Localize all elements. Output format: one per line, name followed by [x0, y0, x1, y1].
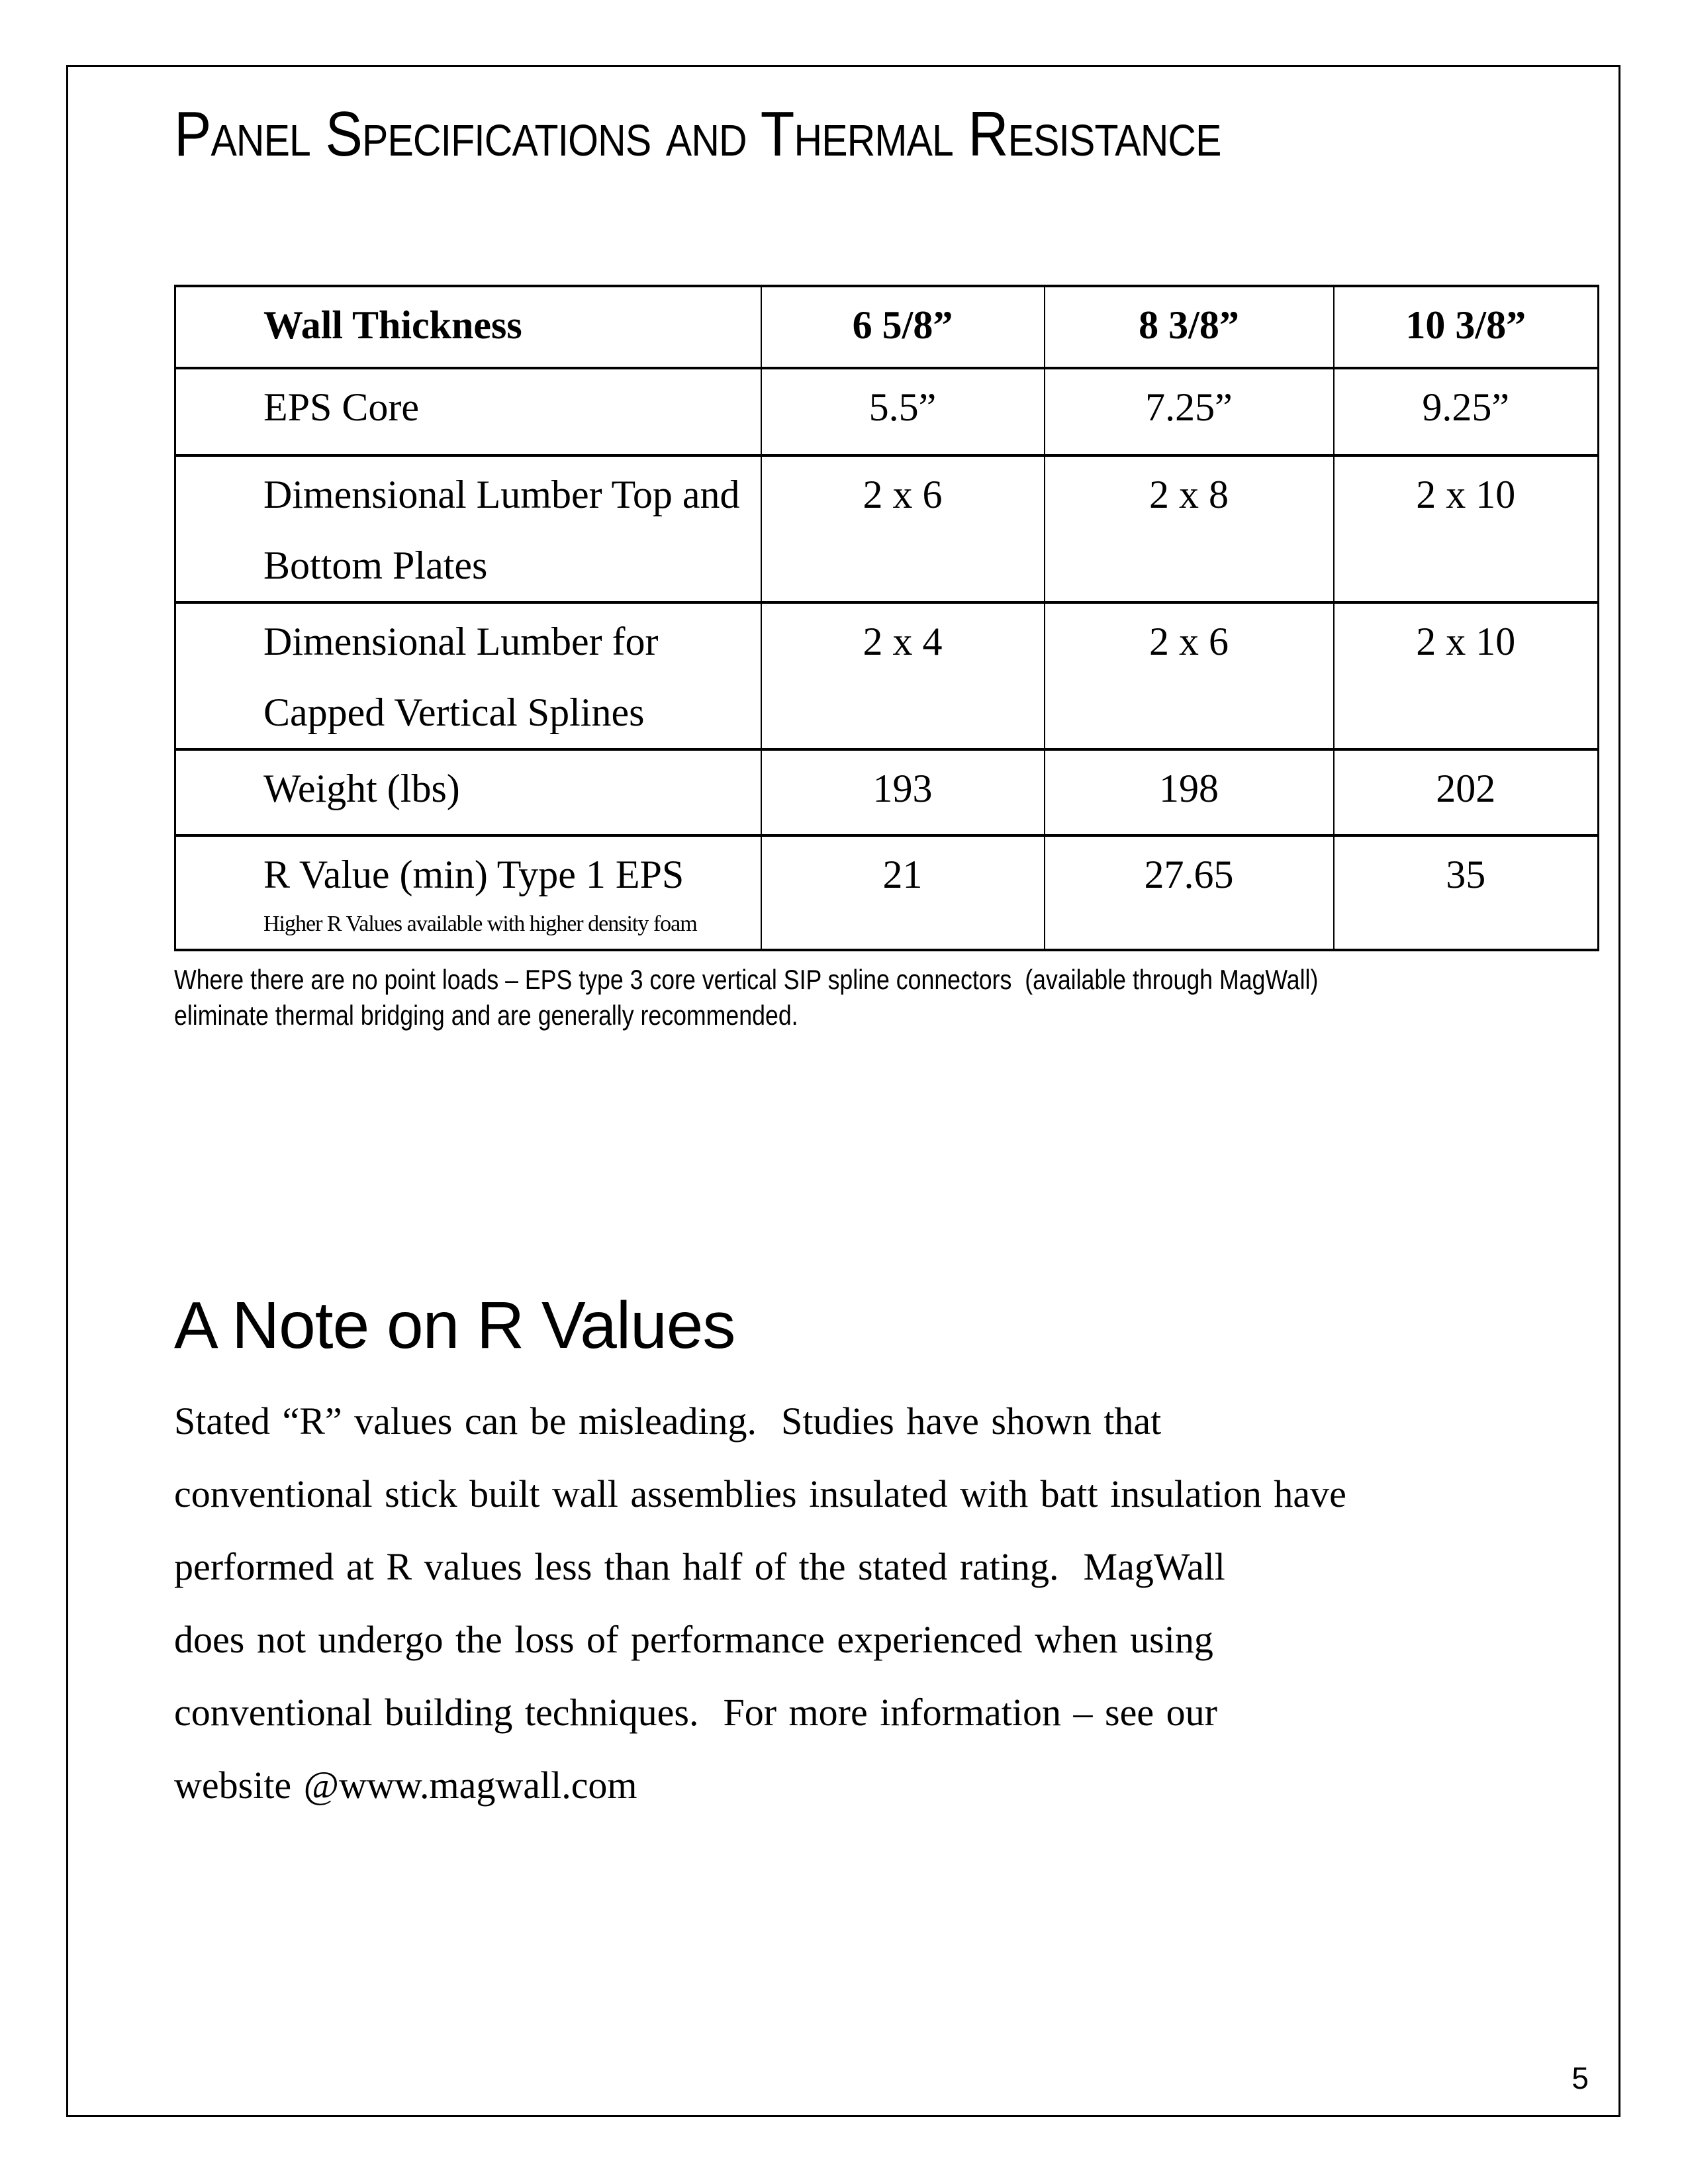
table-row: [175, 749, 1599, 835]
note-heading: A Note on R Values: [174, 1288, 735, 1362]
row-value: 193: [761, 749, 1045, 835]
table-header-row: [175, 286, 1599, 368]
page-title: Panel Specifications and Thermal Resistance: [174, 99, 1221, 169]
page-content: [174, 65, 1597, 1822]
row-label: [175, 835, 761, 950]
row-value: 2 x 10: [1334, 455, 1599, 602]
row-value: 198: [1045, 749, 1334, 835]
row-value: 27.65: [1045, 835, 1334, 950]
page-number: 5: [1571, 2061, 1589, 2095]
header-col-3: 10 3/8”: [1334, 286, 1599, 368]
paragraph-line: conventional building techniques. For more information – see our: [174, 1690, 1217, 1734]
table-row: [175, 602, 1599, 749]
row-value: 202: [1334, 749, 1599, 835]
row-label: EPS Core: [175, 368, 761, 455]
row-value: 9.25”: [1334, 368, 1599, 455]
footnote-line: eliminate thermal bridging and are generally recommended.: [174, 1000, 798, 1031]
row-value: 2 x 6: [761, 455, 1045, 602]
table-row: [175, 455, 1599, 602]
table-row: [175, 368, 1599, 455]
header-col-1: 6 5/8”: [761, 286, 1045, 368]
header-col-2: 8 3/8”: [1045, 286, 1334, 368]
panel-specifications-table: [174, 285, 1599, 951]
row-value: 2 x 10: [1334, 602, 1599, 749]
header-wall-thickness: Wall Thickness: [175, 286, 761, 368]
row-value: 21: [761, 835, 1045, 950]
table-footnote: [174, 962, 1597, 1034]
footnote-line: Where there are no point loads – EPS type 3 core vertical SIP spline connectors (available through MagWall): [174, 963, 1319, 995]
row-value: 35: [1334, 835, 1599, 950]
r-value-label: R Value (min) Type 1 EPS: [263, 852, 684, 896]
row-value: 2 x 8: [1045, 455, 1334, 602]
table-row: [175, 835, 1599, 950]
paragraph-line: Stated “R” values can be misleading. Studies have shown that: [174, 1399, 1162, 1443]
paragraph-line: does not undergo the loss of performance experienced when using: [174, 1617, 1213, 1661]
paragraph-line: performed at R values less than half of the stated rating. MagWall: [174, 1544, 1225, 1588]
row-label: Weight (lbs): [175, 749, 761, 835]
row-label: Dimensional Lumber for Capped Vertical Splines: [175, 602, 761, 749]
paragraph-line: website @www.magwall.com: [174, 1763, 637, 1807]
note-paragraph: [174, 1385, 1597, 1822]
row-value: 5.5”: [761, 368, 1045, 455]
row-value: 2 x 6: [1045, 602, 1334, 749]
r-value-sublabel: Higher R Values available with higher density foam: [263, 912, 697, 937]
row-value: 2 x 4: [761, 602, 1045, 749]
paragraph-line: conventional stick built wall assemblies insulated with batt insulation have: [174, 1472, 1346, 1515]
row-label: Dimensional Lumber Top and Bottom Plates: [175, 455, 761, 602]
row-value: 7.25”: [1045, 368, 1334, 455]
